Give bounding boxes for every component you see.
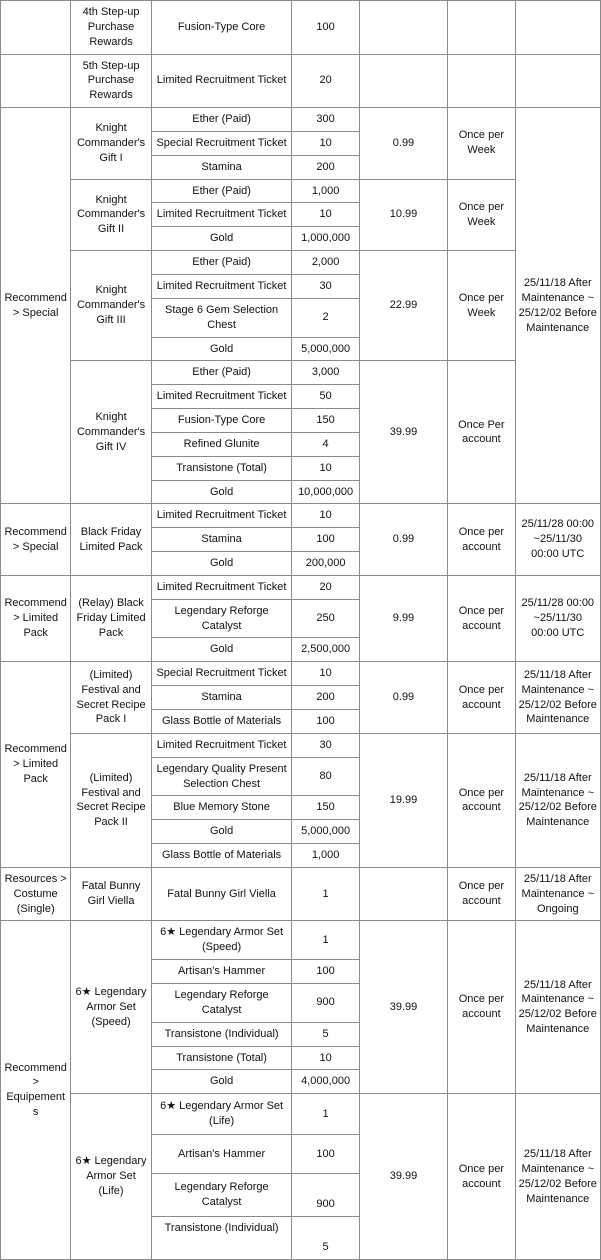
limit-cell — [448, 1, 515, 55]
package-cell: (Limited) Festival and Secret Recipe Pack II — [71, 733, 151, 867]
item-cell: Limited Recruitment Ticket — [151, 504, 292, 528]
price-cell — [359, 1, 447, 55]
item-cell: Limited Recruitment Ticket — [151, 274, 292, 298]
item-cell: Gold — [151, 1070, 292, 1094]
item-cell: Special Recruitment Ticket — [151, 662, 292, 686]
quantity-cell: 100 — [292, 528, 359, 552]
quantity-cell: 100 — [292, 710, 359, 734]
limit-cell: Once Per account — [448, 361, 515, 504]
category-cell: Recommend > Special — [1, 504, 71, 576]
item-cell: Legendary Reforge Catalyst — [151, 599, 292, 638]
item-cell: Special Recruitment Ticket — [151, 131, 292, 155]
quantity-cell: 100 — [292, 1135, 359, 1174]
quantity-cell: 1,000,000 — [292, 227, 359, 251]
quantity-cell: 900 — [292, 983, 359, 1022]
quantity-cell: 10 — [292, 131, 359, 155]
quantity-cell: 80 — [292, 757, 359, 796]
limit-cell: Once per account — [448, 733, 515, 867]
period-cell: 25/11/28 00:00 ~25/11/30 00:00 UTC — [515, 504, 600, 576]
item-cell: Ether (Paid) — [151, 179, 292, 203]
limit-cell — [448, 54, 515, 108]
item-cell: Fusion-Type Core — [151, 409, 292, 433]
item-cell: Stamina — [151, 155, 292, 179]
item-cell: Legendary Reforge Catalyst — [151, 1174, 292, 1217]
table-row — [1, 361, 601, 385]
price-cell: 0.99 — [359, 108, 447, 180]
item-cell: Limited Recruitment Ticket — [151, 385, 292, 409]
price-cell: 0.99 — [359, 662, 447, 734]
item-cell: 6★ Legendary Armor Set (Speed) — [151, 921, 292, 960]
category-cell: Recommend > Equipements — [1, 921, 71, 1260]
quantity-cell: 2,500,000 — [292, 638, 359, 662]
category-cell: Resources > Costume (Single) — [1, 867, 71, 921]
quantity-cell: 200,000 — [292, 552, 359, 576]
package-cell: (Limited) Festival and Secret Recipe Pack I — [71, 662, 151, 734]
table-row — [1, 662, 601, 686]
table-row — [1, 575, 601, 599]
package-cell: Knight Commander's Gift III — [71, 251, 151, 361]
price-cell: 9.99 — [359, 575, 447, 661]
price-cell: 39.99 — [359, 1094, 447, 1260]
item-cell: Legendary Quality Present Selection Chest — [151, 757, 292, 796]
period-cell: 25/11/18 After Maintenance ~ 25/12/02 Before Maintenance — [515, 733, 600, 867]
period-cell — [515, 1, 600, 55]
table-row — [1, 867, 601, 921]
item-cell: Limited Recruitment Ticket — [151, 575, 292, 599]
package-cell: Knight Commander's Gift II — [71, 179, 151, 251]
item-cell: Ether (Paid) — [151, 361, 292, 385]
limit-cell: Once per Week — [448, 108, 515, 180]
item-cell: Legendary Reforge Catalyst — [151, 983, 292, 1022]
quantity-cell: 200 — [292, 155, 359, 179]
limit-cell: Once per account — [448, 921, 515, 1094]
price-cell: 10.99 — [359, 179, 447, 251]
item-cell: Transistone (Total) — [151, 1046, 292, 1070]
item-cell: Limited Recruitment Ticket — [151, 733, 292, 757]
table-row — [1, 504, 601, 528]
table-row — [1, 251, 601, 275]
table-row — [1, 921, 601, 960]
limit-cell: Once per Week — [448, 251, 515, 361]
quantity-cell: 5 — [292, 1022, 359, 1046]
quantity-cell: 300 — [292, 108, 359, 132]
category-cell: Recommend > Special — [1, 108, 71, 504]
quantity-cell: 1 — [292, 1094, 359, 1135]
table-row — [1, 108, 601, 132]
quantity-cell: 1,000 — [292, 844, 359, 868]
price-cell: 0.99 — [359, 504, 447, 576]
quantity-cell: 20 — [292, 575, 359, 599]
package-cell: Knight Commander's Gift I — [71, 108, 151, 180]
quantity-cell: 10,000,000 — [292, 480, 359, 504]
table-row — [1, 733, 601, 757]
limit-cell: Once per account — [448, 662, 515, 734]
quantity-cell: 1 — [292, 867, 359, 921]
quantity-cell: 150 — [292, 409, 359, 433]
package-cell: Fatal Bunny Girl Viella — [71, 867, 151, 921]
item-cell: Stamina — [151, 528, 292, 552]
price-cell: 39.99 — [359, 921, 447, 1094]
item-cell: Ether (Paid) — [151, 108, 292, 132]
quantity-cell: 1 — [292, 921, 359, 960]
quantity-cell: 2,000 — [292, 251, 359, 275]
quantity-cell: 2 — [292, 298, 359, 337]
package-cell: 6★ Legendary Armor Set (Life) — [71, 1094, 151, 1260]
item-cell: Gold — [151, 820, 292, 844]
item-cell: Stamina — [151, 686, 292, 710]
item-cell: Fatal Bunny Girl Viella — [151, 867, 292, 921]
item-cell: Transistone (Individual) — [151, 1022, 292, 1046]
package-cell: 6★ Legendary Armor Set (Speed) — [71, 921, 151, 1094]
quantity-cell: 10 — [292, 662, 359, 686]
limit-cell: Once per account — [448, 575, 515, 661]
table-row — [1, 54, 601, 108]
quantity-cell: 4 — [292, 432, 359, 456]
period-cell: 25/11/18 After Maintenance ~ 25/12/02 Before Maintenance — [515, 108, 600, 504]
quantity-cell: 30 — [292, 733, 359, 757]
quantity-cell: 900 — [292, 1174, 359, 1217]
limit-cell: Once per account — [448, 1094, 515, 1260]
period-cell: 25/11/18 After Maintenance ~ Ongoing — [515, 867, 600, 921]
limit-cell: Once per account — [448, 867, 515, 921]
quantity-cell: 250 — [292, 599, 359, 638]
quantity-cell: 30 — [292, 274, 359, 298]
item-cell: Gold — [151, 480, 292, 504]
category-cell: Recommend > Limited Pack — [1, 662, 71, 868]
package-cell: 4th Step-up Purchase Rewards — [71, 1, 151, 55]
quantity-cell: 100 — [292, 1, 359, 55]
quantity-cell: 4,000,000 — [292, 1070, 359, 1094]
table-row — [1, 1094, 601, 1135]
item-cell: 6★ Legendary Armor Set (Life) — [151, 1094, 292, 1135]
quantity-cell: 3,000 — [292, 361, 359, 385]
package-cell: Knight Commander's Gift IV — [71, 361, 151, 504]
limit-cell: Once per Week — [448, 179, 515, 251]
package-cell: (Relay) Black Friday Limited Pack — [71, 575, 151, 661]
item-cell: Transistone (Total) — [151, 456, 292, 480]
quantity-cell: 10 — [292, 203, 359, 227]
table-row — [1, 179, 601, 203]
item-cell: Glass Bottle of Materials — [151, 710, 292, 734]
item-cell: Blue Memory Stone — [151, 796, 292, 820]
quantity-cell: 5,000,000 — [292, 820, 359, 844]
period-cell: 25/11/28 00:00 ~25/11/30 00:00 UTC — [515, 575, 600, 661]
period-cell: 25/11/18 After Maintenance ~ 25/12/02 Before Maintenance — [515, 662, 600, 734]
price-cell: 22.99 — [359, 251, 447, 361]
quantity-cell: 10 — [292, 456, 359, 480]
item-cell: Artisan's Hammer — [151, 960, 292, 984]
item-cell: Limited Recruitment Ticket — [151, 54, 292, 108]
item-cell: Glass Bottle of Materials — [151, 844, 292, 868]
item-cell: Gold — [151, 552, 292, 576]
item-cell: Refined Glunite — [151, 432, 292, 456]
table-row — [1, 1, 601, 55]
item-cell: Gold — [151, 638, 292, 662]
quantity-cell: 5 — [292, 1217, 359, 1260]
quantity-cell: 10 — [292, 504, 359, 528]
quantity-cell: 5,000,000 — [292, 337, 359, 361]
price-cell — [359, 867, 447, 921]
price-cell: 39.99 — [359, 361, 447, 504]
quantity-cell: 1,000 — [292, 179, 359, 203]
period-cell: 25/11/18 After Maintenance ~ 25/12/02 Before Maintenance — [515, 1094, 600, 1260]
quantity-cell: 150 — [292, 796, 359, 820]
price-cell: 19.99 — [359, 733, 447, 867]
quantity-cell: 50 — [292, 385, 359, 409]
item-cell: Fusion-Type Core — [151, 1, 292, 55]
package-cell: Black Friday Limited Pack — [71, 504, 151, 576]
limit-cell: Once per account — [448, 504, 515, 576]
category-cell — [1, 1, 71, 55]
category-cell: Recommend > Limited Pack — [1, 575, 71, 661]
item-cell: Gold — [151, 227, 292, 251]
category-cell — [1, 54, 71, 108]
period-cell: 25/11/18 After Maintenance ~ 25/12/02 Before Maintenance — [515, 921, 600, 1094]
item-cell: Transistone (Individual) — [151, 1217, 292, 1260]
item-cell: Stage 6 Gem Selection Chest — [151, 298, 292, 337]
quantity-cell: 200 — [292, 686, 359, 710]
item-cell: Gold — [151, 337, 292, 361]
item-cell: Limited Recruitment Ticket — [151, 203, 292, 227]
item-cell: Ether (Paid) — [151, 251, 292, 275]
package-cell: 5th Step-up Purchase Rewards — [71, 54, 151, 108]
price-cell — [359, 54, 447, 108]
item-cell: Artisan's Hammer — [151, 1135, 292, 1174]
quantity-cell: 10 — [292, 1046, 359, 1070]
quantity-cell: 20 — [292, 54, 359, 108]
period-cell — [515, 54, 600, 108]
quantity-cell: 100 — [292, 960, 359, 984]
